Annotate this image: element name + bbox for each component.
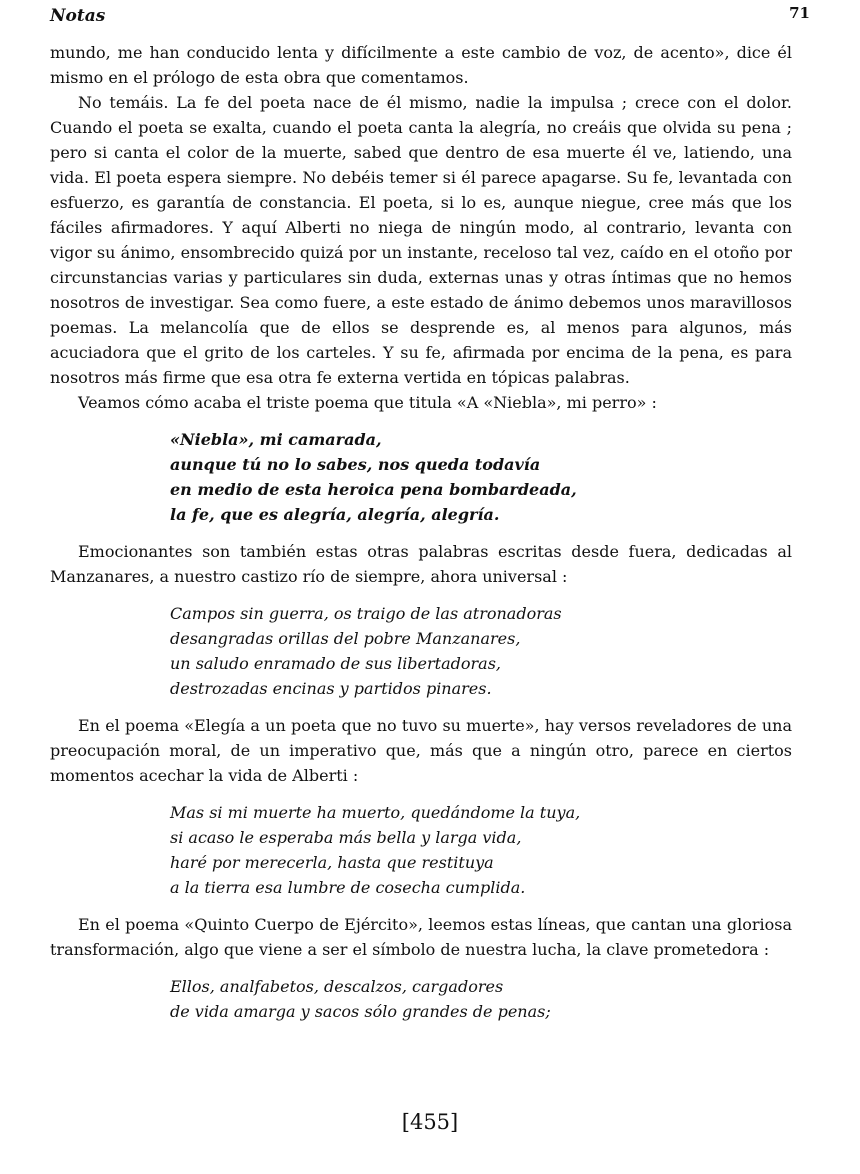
poem-manzanares xyxy=(170,601,792,701)
verse-line: un saludo enramado de sus libertadoras, xyxy=(170,654,501,673)
paragraph: Emocionantes son también estas otras palabras escritas desde fuera, dedicadas al Manzanares, a nuestro castizo río de siempre, ahora universal : xyxy=(50,542,792,586)
body-text xyxy=(50,40,792,1024)
verse-line: «Niebla», mi camarada, xyxy=(170,430,382,449)
paragraph: mundo, me han conducido lenta y difícilmente a este cambio de voz, de acento», dice él mismo en el prólogo de esta obra que comentamos. xyxy=(50,43,792,87)
paragraph: Veamos cómo acaba el triste poema que titula «A «Niebla», mi perro» : xyxy=(78,393,657,412)
poem-niebla xyxy=(170,427,792,527)
verse-line: haré por merecerla, hasta que restituya xyxy=(170,853,494,872)
folio-number: [455] xyxy=(401,1110,459,1134)
page-number: 71 xyxy=(789,4,810,22)
poem-elegia xyxy=(170,800,792,900)
verse-line: Mas si mi muerte ha muerto, quedándome la tuya, xyxy=(170,803,581,822)
verse-line: Campos sin guerra, os traigo de las atronadoras xyxy=(170,604,562,623)
verse-line: en medio de esta heroica pena bombardeada, xyxy=(170,480,577,499)
verse-line: desangradas orillas del pobre Manzanares, xyxy=(170,629,521,648)
paragraph: En el poema «Elegía a un poeta que no tuvo su muerte», hay versos reveladores de una preocupación moral, de un imperativo que, más que a ningún otro, parece en ciertos momentos acechar la vida de Alberti : xyxy=(50,716,792,785)
running-header xyxy=(50,4,810,34)
section-title: Notas xyxy=(50,6,106,26)
verse-line: de vida amarga y sacos sólo grandes de penas; xyxy=(170,1002,551,1021)
verse-line: Ellos, analfabetos, descalzos, cargadores xyxy=(170,977,504,996)
paragraph: En el poema «Quinto Cuerpo de Ejército», leemos estas líneas, que cantan una gloriosa transformación, algo que viene a ser el símbolo de nuestra lucha, la clave prometedora : xyxy=(50,915,792,959)
verse-line: aunque tú no lo sabes, nos queda todavía xyxy=(170,455,541,474)
verse-line: destrozadas encinas y partidos pinares. xyxy=(170,679,492,698)
verse-line: la fe, que es alegría, alegría, alegría. xyxy=(170,505,500,524)
verse-line: si acaso le esperaba más bella y larga vida, xyxy=(170,828,522,847)
poem-quinto-cuerpo xyxy=(170,974,792,1024)
verse-line: a la tierra esa lumbre de cosecha cumplida. xyxy=(170,878,526,897)
paragraph: No temáis. La fe del poeta nace de él mismo, nadie la impulsa ; crece con el dolor. Cuando el poeta se exalta, cuando el poeta canta la alegría, no creáis que olvida su pena ; pero si canta el color de la muerte, sabed que dentro de esa muerte él ve, latiendo, una vida. El poeta espera siempre. No debéis temer si él parece apagarse. Su fe, levantada con esfuerzo, es garantía de constancia. El poeta, si lo es, aunque niegue, cree más que los fáciles afirmadores. Y aquí Alberti no niega de ningún modo, al contrario, levanta con vigor su ánimo, ensombrecido quizá por un instante, receloso tal vez, caído en el otoño por circunstancias varias y particulares sin duda, externas unas y otras íntimas que no hemos nosotros de investigar. Sea como fuere, a este estado de ánimo debemos unos maravillosos poemas. La melancolía que de ellos se desprende es, al menos para algunos, más acuciadora que el grito de los carteles. Y su fe, afirmada por encima de la pena, es para nosotros más firme que esa otra fe externa vertida en tópicas palabras. xyxy=(50,93,792,387)
